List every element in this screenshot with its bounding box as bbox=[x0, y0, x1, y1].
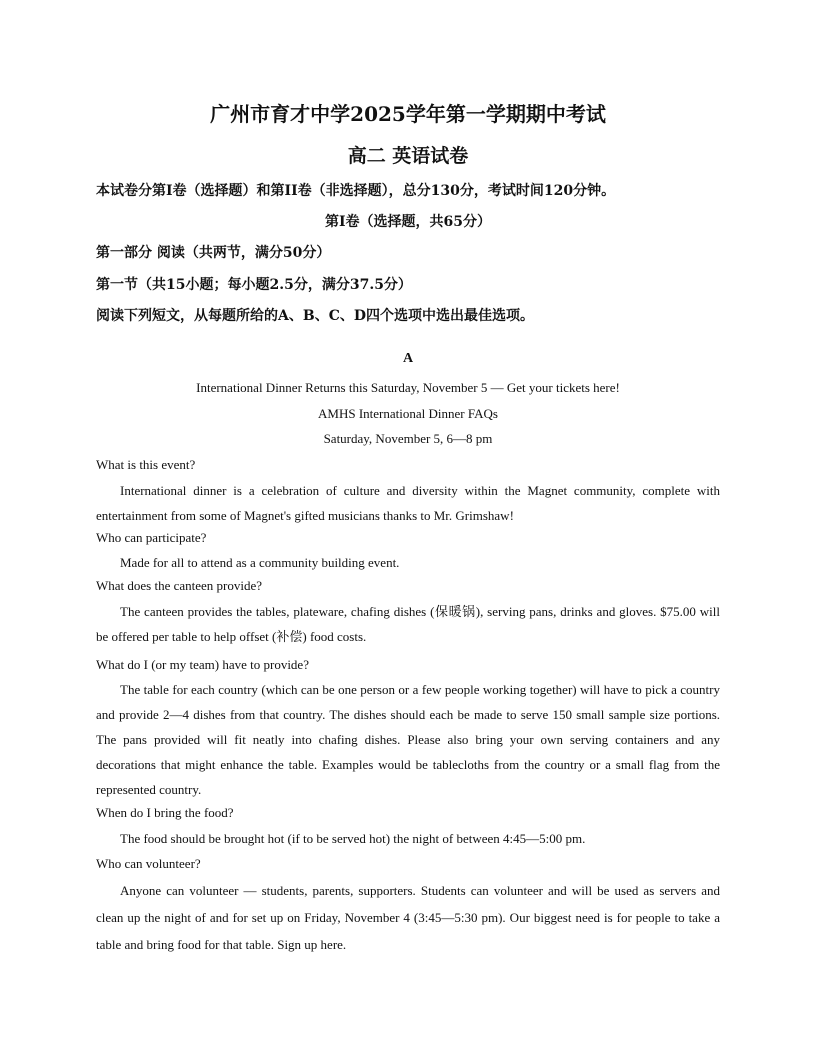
faq-question: When do I bring the food? bbox=[96, 805, 234, 820]
passage-headline: International Dinner Returns this Saturday, November 5 — Get your tickets here! bbox=[196, 380, 620, 395]
faq-answer bbox=[96, 677, 720, 802]
faq-answer-text: International dinner is a celebration of culture and diversity within the Magnet community, complete with entertainment from some of Magnet's gifted musicians thanks to Mr. Grimshaw! bbox=[96, 483, 720, 523]
section-one-title: 第一节（共15小题；每小题2.5分，满分37.5分） bbox=[96, 277, 412, 293]
faq-answer bbox=[96, 877, 720, 958]
section-title: 第I卷（选择题，共65分） bbox=[324, 214, 492, 230]
passage-subtitle: AMHS International Dinner FAQs bbox=[318, 406, 498, 421]
exam-instructions: 本试卷分第I卷（选择题）和第II卷（非选择题），总分130分，考试时间120分钟。 bbox=[96, 183, 616, 199]
faq-answer-text: Made for all to attend as a community building event. bbox=[120, 555, 400, 570]
faq-answer-text: The canteen provides the tables, plateware, chafing dishes (保暖锅), serving pans, drinks and gloves. $75.00 will be offered per table to help offset (补偿) food costs. bbox=[96, 604, 720, 644]
faq-question: What do I (or my team) have to provide? bbox=[96, 657, 309, 672]
faq-question: What does the canteen provide? bbox=[96, 578, 263, 593]
subject-title: 高二 英语试卷 bbox=[347, 145, 469, 167]
faq-answer bbox=[96, 550, 720, 575]
part-title: 第一部分 阅读（共两节，满分50分） bbox=[96, 245, 331, 261]
faq-question: What is this event? bbox=[96, 457, 196, 472]
faq-question: Who can volunteer? bbox=[96, 856, 201, 871]
faq-answer-text: Anyone can volunteer — students, parents, supporters. Students can volunteer and will be used as servers and clean up the night of and for set up on Friday, November 4 (3:45—5:30 pm). Our biggest need is for people to take a table and bring food for that table. Sign up here. bbox=[96, 883, 720, 952]
faq-answer-text: The table for each country (which can be one person or a few people working together) will have to pick a country and provide 2—4 dishes from that country. The dishes should each be made to serve 150 small sample size portions. The pans provided will fit neatly into chafing dishes. Please also bring your own serving containers and any decorations that might enhance the table. Examples would be tablecloths from the country or a small flag from the represented country. bbox=[96, 682, 720, 797]
passage-letter: A bbox=[402, 351, 414, 366]
faq-question: Who can participate? bbox=[96, 530, 207, 545]
faq-answer bbox=[96, 478, 720, 528]
faq-answer-text: The food should be brought hot (if to be served hot) the night of between 4:45—5:00 pm. bbox=[120, 831, 586, 846]
faq-answer bbox=[96, 826, 720, 851]
passage-date: Saturday, November 5, 6—8 pm bbox=[323, 431, 493, 446]
directions: 阅读下列短文，从每题所给的A、B、C、D四个选项中选出最佳选项。 bbox=[96, 308, 534, 324]
exam-title: 广州市育才中学2025学年第一学期期中考试 bbox=[210, 102, 606, 126]
faq-answer bbox=[96, 599, 720, 649]
